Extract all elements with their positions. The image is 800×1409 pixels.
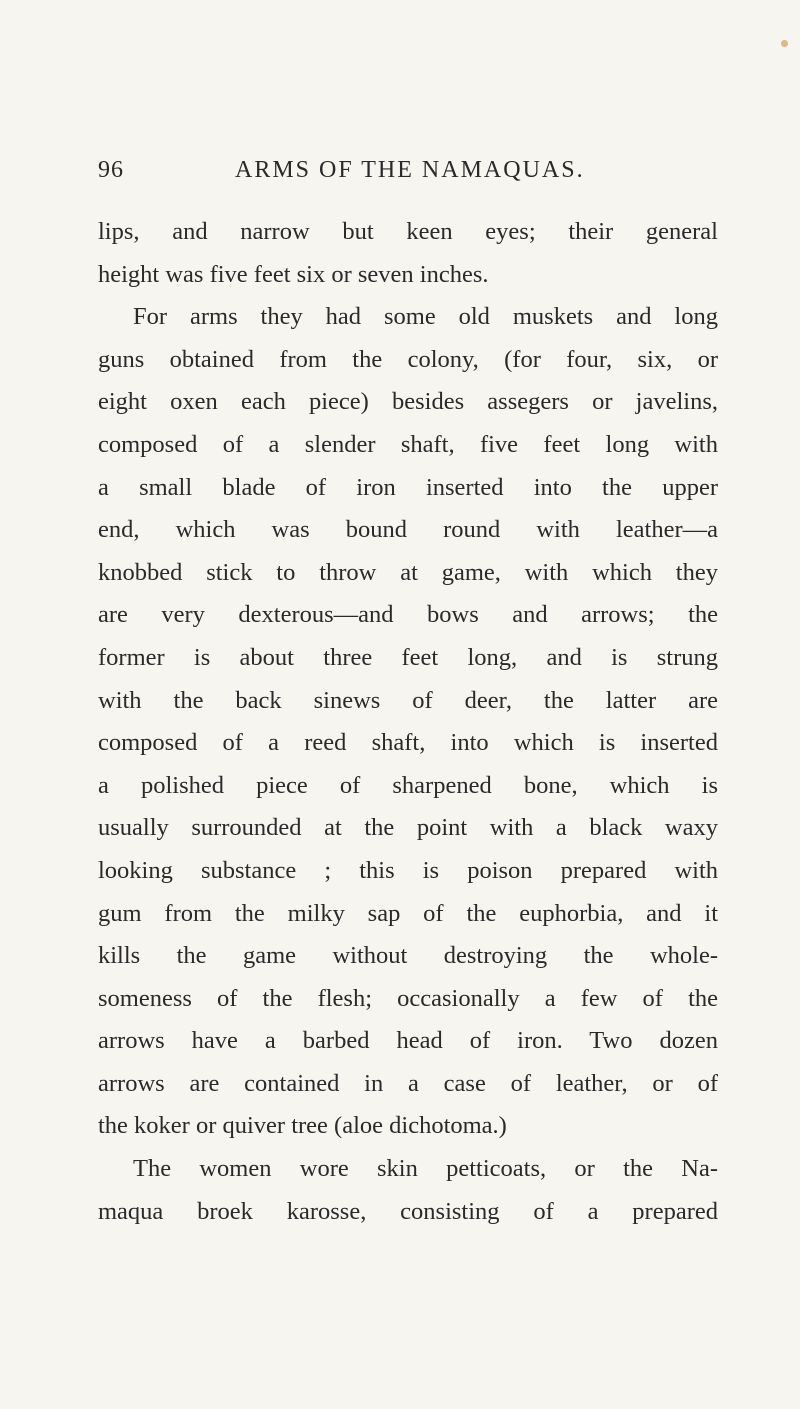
text-line: guns obtained from the colony, (for four, six, or	[98, 345, 718, 373]
body-text	[98, 211, 718, 1233]
text-line: gum from the milky sap of the euphorbia, and it	[98, 899, 718, 927]
text-line: For arms they had some old muskets and long	[133, 303, 718, 331]
text-line: arrows have a barbed head of iron. Two dozen	[98, 1027, 718, 1055]
text-line: with the back sinews of deer, the latter are	[98, 686, 718, 714]
text-line: knobbed stick to throw at game, with which they	[98, 558, 718, 586]
text-line: a small blade of iron inserted into the upper	[98, 473, 718, 501]
text-line: someness of the flesh; occasionally a few of the	[98, 984, 718, 1012]
text-line: composed of a reed shaft, into which is inserted	[98, 729, 718, 757]
text-line: maqua broek karosse, consisting of a prepared	[98, 1197, 718, 1225]
text-line: a polished piece of sharpened bone, which is	[98, 771, 718, 799]
text-line: are very dexterous—and bows and arrows; the	[98, 601, 718, 629]
page-number: 96	[98, 157, 124, 183]
text-line: the koker or quiver tree (aloe dichotoma.)	[98, 1112, 507, 1140]
text-line: The women wore skin petticoats, or the Na-	[133, 1155, 718, 1183]
text-line: arrows are contained in a case of leather, or of	[98, 1069, 718, 1097]
text-line: height was five feet six or seven inches.	[98, 260, 489, 288]
text-line: usually surrounded at the point with a black waxy	[98, 814, 718, 842]
text-line: lips, and narrow but keen eyes; their general	[98, 218, 718, 245]
text-line: looking substance ; this is poison prepared with	[98, 856, 718, 884]
text-line: kills the game without destroying the whole-	[98, 942, 718, 970]
corner-stain-mark	[781, 40, 788, 47]
text-line: composed of a slender shaft, five feet long with	[98, 430, 718, 458]
text-line: former is about three feet long, and is strung	[98, 643, 718, 671]
running-head	[98, 157, 718, 197]
page-header-title: ARMS OF THE NAMAQUAS.	[235, 157, 585, 183]
text-line: end, which was bound round with leather—a	[98, 516, 718, 544]
text-line: eight oxen each piece) besides assegers or javelins,	[98, 388, 718, 416]
